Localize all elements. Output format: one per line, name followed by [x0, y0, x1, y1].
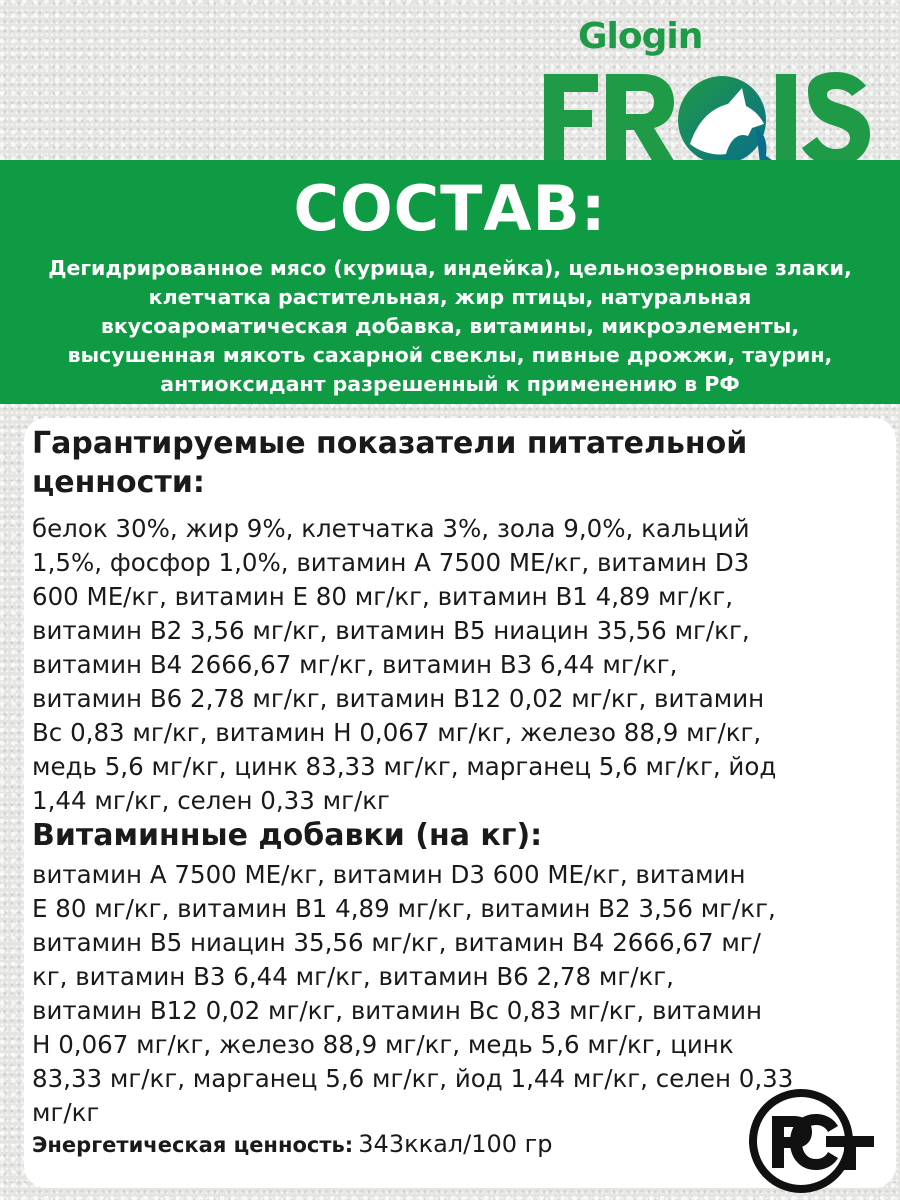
vitamins-line: кг, витамин В3 6,44 мг/кг, витамин В6 2,78 мг/кг, — [32, 962, 674, 991]
composition-line: вкусоароматическая добавка, витамины, микроэлементы, — [100, 314, 800, 338]
composition-line: Дегидрированное мясо (курица, индейка), цельнозерновые злаки, — [48, 256, 852, 280]
vitamins-line: Е 80 мг/кг, витамин В1 4,89 мг/кг, витамин В2 3,56 мг/кг, — [32, 894, 776, 923]
vitamins-line: витамин А 7500 МЕ/кг, витамин D3 600 МЕ/кг, витамин — [32, 860, 746, 889]
energy-value-row — [32, 1130, 732, 1158]
logo-sub-brand: Glogin — [578, 16, 703, 57]
energy-value: 343ккал/100 гр — [358, 1130, 553, 1158]
nutrition-values — [32, 512, 882, 818]
nutrition-heading-line: ценности: — [32, 465, 205, 500]
nutrition-heading-line: Гарантируемые показатели питательной — [32, 426, 748, 461]
nutrition-line: 1,5%, фосфор 1,0%, витамин А 7500 МЕ/кг, витамин D3 — [32, 548, 750, 577]
nutrition-line: медь 5,6 мг/кг, цинк 83,33 мг/кг, марганец 5,6 мг/кг, йод — [32, 752, 777, 781]
nutrition-line: Вс 0,83 мг/кг, витамин Н 0,067 мг/кг, железо 88,9 мг/кг, — [32, 718, 762, 747]
vitamins-line: мг/кг — [32, 1098, 100, 1127]
nutrition-line: витамин В2 3,56 мг/кг, витамин В5 ниацин 35,56 мг/кг, — [32, 616, 750, 645]
nutrition-card — [24, 418, 896, 1188]
vitamins-heading: Витаминные добавки (на кг): — [32, 818, 543, 853]
composition-line: антиоксидант разрешенный к применению в РФ — [160, 372, 740, 396]
composition-line: высушенная мякоть сахарной свеклы, пивные дрожжи, таурин, — [67, 343, 833, 367]
composition-title: СОСТАВ: — [293, 172, 607, 245]
vitamins-line: витамин В5 ниацин 35,56 мг/кг, витамин В4 2666,67 мг/ — [32, 928, 761, 957]
nutrition-line: витамин В4 2666,67 мг/кг, витамин В3 6,44 мг/кг, — [32, 650, 678, 679]
energy-label: Энергетическая ценность: — [32, 1133, 354, 1157]
composition-section — [0, 160, 900, 404]
nutrition-line: 1,44 мг/кг, селен 0,33 мг/кг — [32, 786, 390, 815]
rst-certification-icon — [746, 1086, 876, 1196]
vitamins-line: 83,33 мг/кг, марганец 5,6 мг/кг, йод 1,44 мг/кг, селен 0,33 — [32, 1064, 794, 1093]
vitamins-line: Н 0,067 мг/кг, железо 88,9 мг/кг, медь 5,6 мг/кг, цинк — [32, 1030, 734, 1059]
nutrition-line: витамин В6 2,78 мг/кг, витамин В12 0,02 мг/кг, витамин — [32, 684, 765, 713]
composition-text — [12, 254, 888, 399]
composition-line: клетчатка растительная, жир птицы, натуральная — [148, 285, 752, 309]
nutrition-line: белок 30%, жир 9%, клетчатка 3%, зола 9,0%, кальций — [32, 514, 750, 543]
brand-logo — [542, 10, 872, 160]
vitamins-line: витамин В12 0,02 мг/кг, витамин Вс 0,83 мг/кг, витамин — [32, 996, 763, 1025]
frais-logo-wordmark — [542, 70, 872, 166]
nutrition-line: 600 МЕ/кг, витамин Е 80 мг/кг, витамин В1 4,89 мг/кг, — [32, 582, 734, 611]
nutrition-heading — [32, 424, 872, 502]
